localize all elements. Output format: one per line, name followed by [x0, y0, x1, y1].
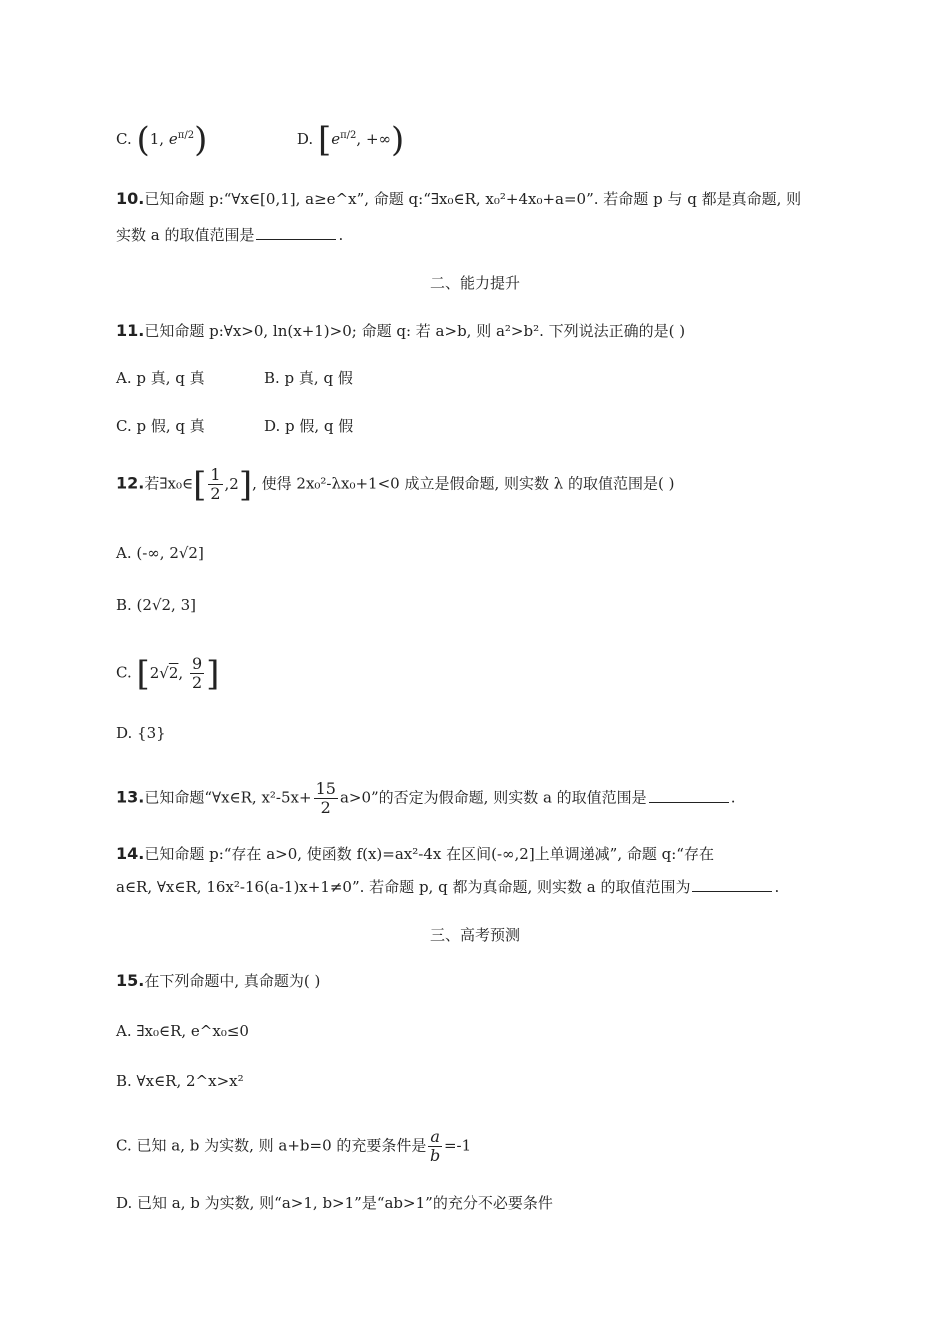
- q15-frac-den: b: [430, 1146, 441, 1165]
- q9-option-c-label: C.: [116, 130, 132, 148]
- q13-number: 13.: [116, 787, 145, 807]
- q13-fraction: [314, 780, 338, 817]
- q13-post: a>0”的否定为假命题, 则实数 a 的取值范围是: [339, 788, 647, 807]
- q13-stem: [116, 780, 735, 817]
- q11-option-c: C. p 假, q 真: [116, 417, 205, 435]
- q15-text: 在下列命题中, 真命题为( ): [144, 972, 321, 990]
- q13-pre: 已知命题“∀x∈R, x²-5x+: [144, 788, 312, 807]
- q15-option-c-pre: C. 已知 a, b 为实数, 则 a+b=0 的充要条件是: [116, 1136, 427, 1155]
- q11-options-row2: [116, 415, 353, 437]
- section-2-heading: 二、能力提升: [429, 274, 520, 292]
- q10-line1: [116, 188, 801, 210]
- q12-stem: [116, 466, 675, 503]
- q10-line2: [116, 224, 343, 246]
- q15-option-d: D. 已知 a, b 为实数, 则“a>1, b>1”是“ab>1”的充分不必要条件: [116, 1194, 553, 1212]
- q12-number: 12.: [116, 473, 145, 493]
- q12-option-c-label: C.: [116, 663, 132, 682]
- q15-number: 15.: [116, 971, 145, 990]
- q15-option-a: A. ∃x₀∈R, e^x₀≤0: [116, 1022, 249, 1040]
- q9-option-d-label: D.: [296, 130, 314, 148]
- q12-post: , 使得 2x₀²-λx₀+1<0 成立是假命题, 则实数 λ 的取值范围是( ): [252, 474, 675, 493]
- q10-text-line2: 实数 a 的取值范围是: [116, 226, 255, 244]
- q13-period: .: [730, 788, 736, 807]
- q11-stem: [116, 320, 685, 342]
- q15-option-c: [116, 1128, 471, 1165]
- q11-option-d: D. p 假, q 假: [264, 417, 354, 435]
- q15-option-b: B. ∀x∈R, 2^x>x²: [116, 1072, 244, 1090]
- section-3-heading: 三、高考预测: [429, 926, 520, 944]
- q14-line1: [116, 843, 714, 865]
- q10-text-line1: 已知命题 p:“∀x∈[0,1], a≥e^x”, 命题 q:“∃x₀∈R, x₀²+4x₀+a=0”. 若命题 p 与 q 都是真命题, 则: [144, 190, 802, 208]
- q10-number: 10.: [116, 189, 145, 208]
- q9-option-c-expr: (1, $e^{\pi/2}$): [136, 120, 208, 160]
- q11-option-a: A. p 真, q 真: [116, 369, 205, 387]
- q15-stem: [116, 970, 320, 992]
- q12-option-c-expr: [2√2, $\frac{9}{2}$ ]: [136, 653, 220, 694]
- q12-pre: 若∃x₀∈: [144, 474, 194, 493]
- q14-number: 14.: [116, 844, 145, 863]
- q14-line2: [116, 876, 779, 898]
- q9-option-d-expr: [$e^{\pi/2}$, +∞): [317, 120, 405, 160]
- q10-period: .: [338, 226, 344, 244]
- q14-text-line2: a∈R, ∀x∈R, 16x²-16(a-1)x+1≠0”. 若命题 p, q 都为真命题, 则实数 a 的取值范围为: [116, 878, 691, 896]
- q14-text-line1: 已知命题 p:“存在 a>0, 使函数 f(x)=ax²-4x 在区间(-∞,2]上单调递减”, 命题 q:“存在: [144, 845, 714, 863]
- q15-option-c-fraction: [428, 1128, 442, 1165]
- q12-option-a: A. (-∞, 2√2]: [116, 544, 204, 562]
- q14-period: .: [774, 878, 780, 896]
- q11-number: 11.: [116, 321, 145, 340]
- q13-answer-blank[interactable]: [649, 788, 729, 803]
- q11-text: 已知命题 p:∀x>0, ln(x+1)>0; 命题 q: 若 a>b, 则 a²>b². 下列说法正确的是( ): [144, 322, 686, 340]
- q12-option-c: [116, 655, 219, 692]
- q15-frac-num: a: [430, 1127, 440, 1146]
- q9-options: [116, 120, 405, 160]
- q10-answer-blank[interactable]: [256, 225, 336, 240]
- q12-option-b: B. (2√2, 3]: [116, 596, 196, 614]
- q15-option-c-post: =-1: [443, 1136, 472, 1155]
- q11-option-b: B. p 真, q 假: [264, 369, 353, 387]
- q13-frac-num: 15: [315, 779, 336, 798]
- q13-frac-den: 2: [320, 798, 331, 817]
- q11-options-row1: [116, 367, 353, 389]
- q14-answer-blank[interactable]: [692, 877, 772, 892]
- q12-interval: [ $\frac{1}{2}$ ,2]: [193, 464, 253, 505]
- q12-option-d: D. {3}: [116, 724, 166, 742]
